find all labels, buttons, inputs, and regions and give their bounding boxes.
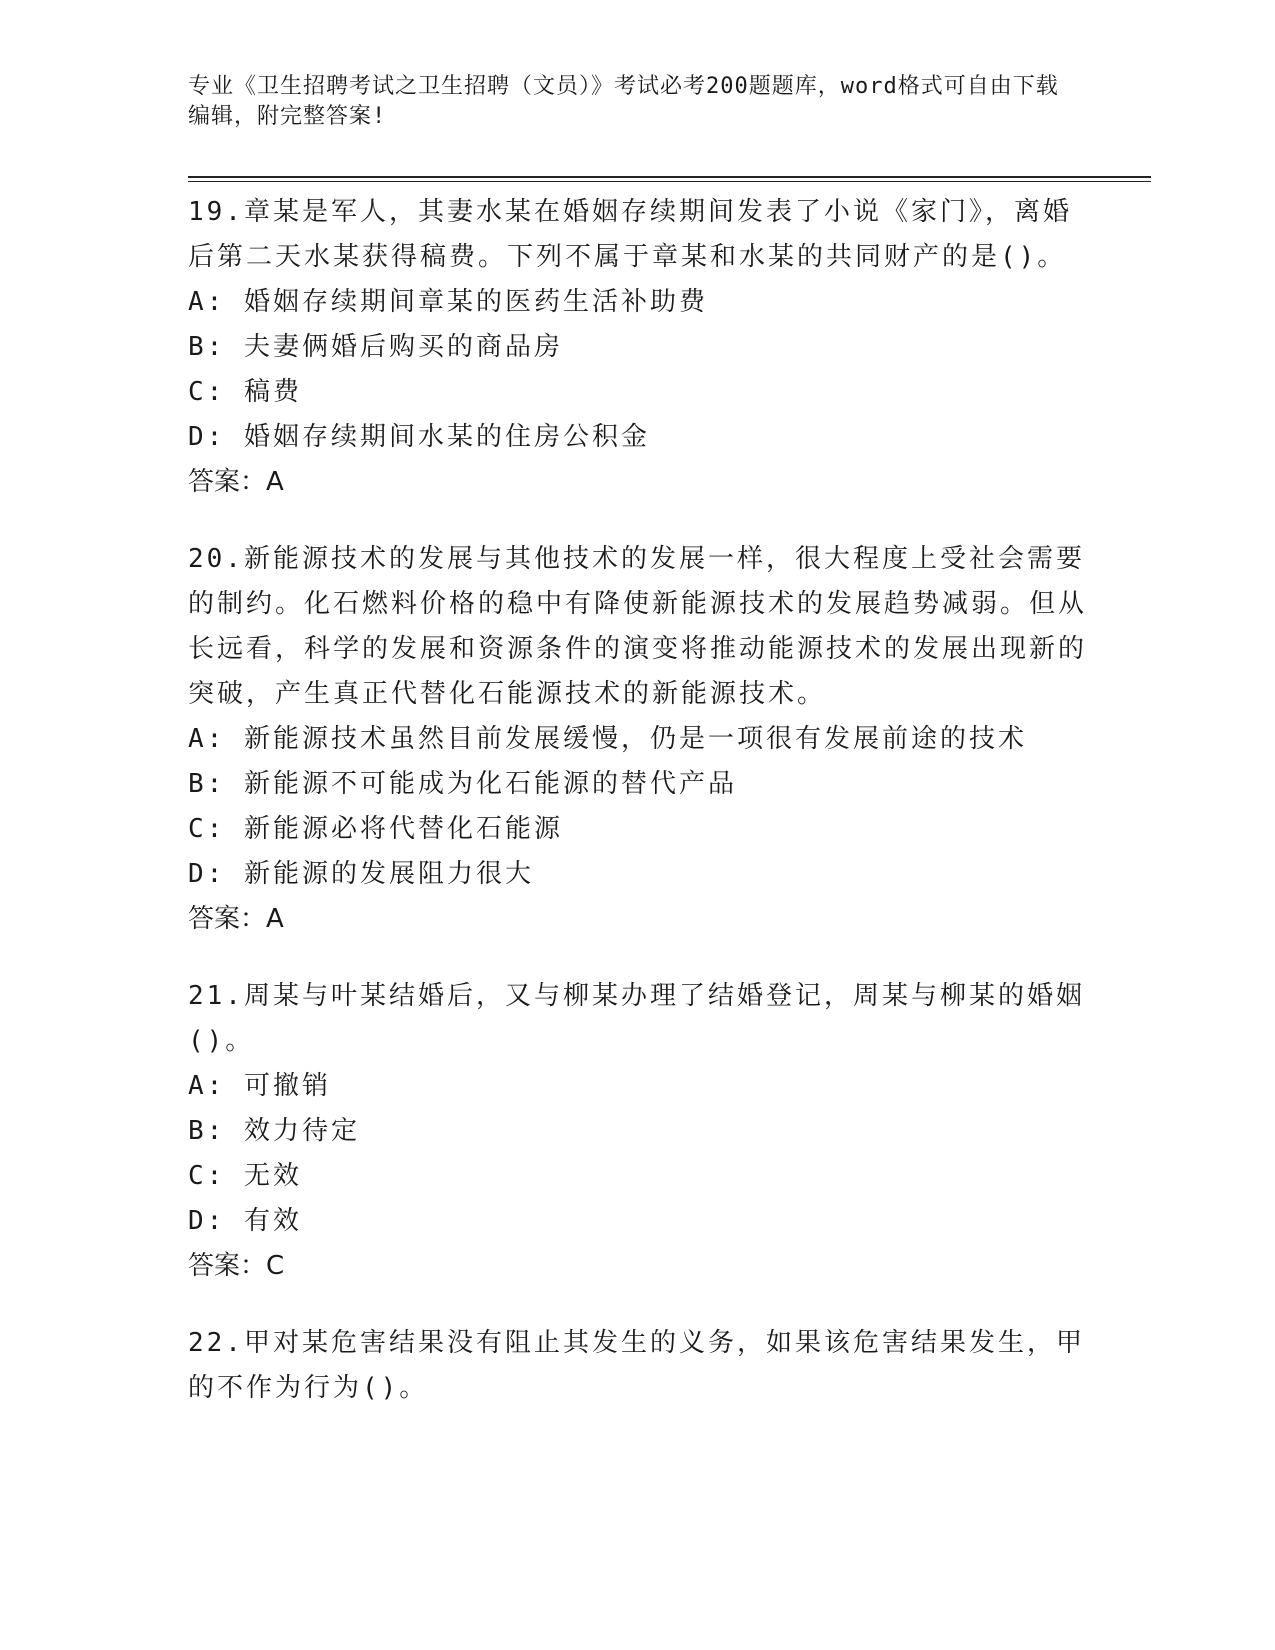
option-b: B: 新能源不可能成为化石能源的替代产品 <box>188 769 737 799</box>
question-stem: 22.甲对某危害结果没有阻止其发生的义务，如果该危害结果发生，甲的不作为行为()。 <box>188 1328 1085 1403</box>
option-d: D: 婚姻存续期间水某的住房公积金 <box>188 422 650 452</box>
option-d: D: 新能源的发展阻力很大 <box>188 859 534 889</box>
option-c: C: 稿费 <box>188 377 302 407</box>
document-header: 专业《卫生招聘考试之卫生招聘（文员）》考试必考200题题库，word格式可自由下载编辑，附完整答案! <box>188 74 1059 129</box>
option-b: B: 夫妻俩婚后购买的商品房 <box>188 332 563 362</box>
answer-line: 答案：A <box>188 467 284 497</box>
option-b: B: 效力待定 <box>188 1116 360 1146</box>
question-19 <box>188 190 1088 505</box>
option-c: C: 无效 <box>188 1161 302 1191</box>
question-stem: 20.新能源技术的发展与其他技术的发展一样，很大程度上受社会需要的制约。化石燃料价格的稳中有降使新能源技术的发展趋势减弱。但从长远看，科学的发展和资源条件的演变将推动能源技术的发展出现新的突破，产生真正代替化石能源技术的新能源技术。 <box>188 544 1088 709</box>
question-stem: 19.章某是军人，其妻水某在婚姻存续期间发表了小说《家门》，离婚后第二天水某获得稿费。下列不属于章某和水某的共同财产的是()。 <box>188 197 1072 272</box>
question-stem: 21.周某与叶某结婚后，又与柳某办理了结婚登记，周某与柳某的婚姻()。 <box>188 981 1085 1056</box>
question-list <box>188 190 1088 1443</box>
option-c: C: 新能源必将代替化石能源 <box>188 814 563 844</box>
option-a: A: 婚姻存续期间章某的医药生活补助费 <box>188 287 708 317</box>
header-divider <box>188 176 1151 182</box>
answer-line: 答案：A <box>188 904 284 934</box>
option-d: D: 有效 <box>188 1206 302 1236</box>
option-a: A: 可撤销 <box>188 1071 331 1101</box>
option-a: A: 新能源技术虽然目前发展缓慢，仍是一项很有发展前途的技术 <box>188 724 1027 754</box>
question-22 <box>188 1321 1088 1411</box>
question-21 <box>188 974 1088 1289</box>
question-20 <box>188 537 1088 942</box>
answer-line: 答案：C <box>188 1251 285 1281</box>
